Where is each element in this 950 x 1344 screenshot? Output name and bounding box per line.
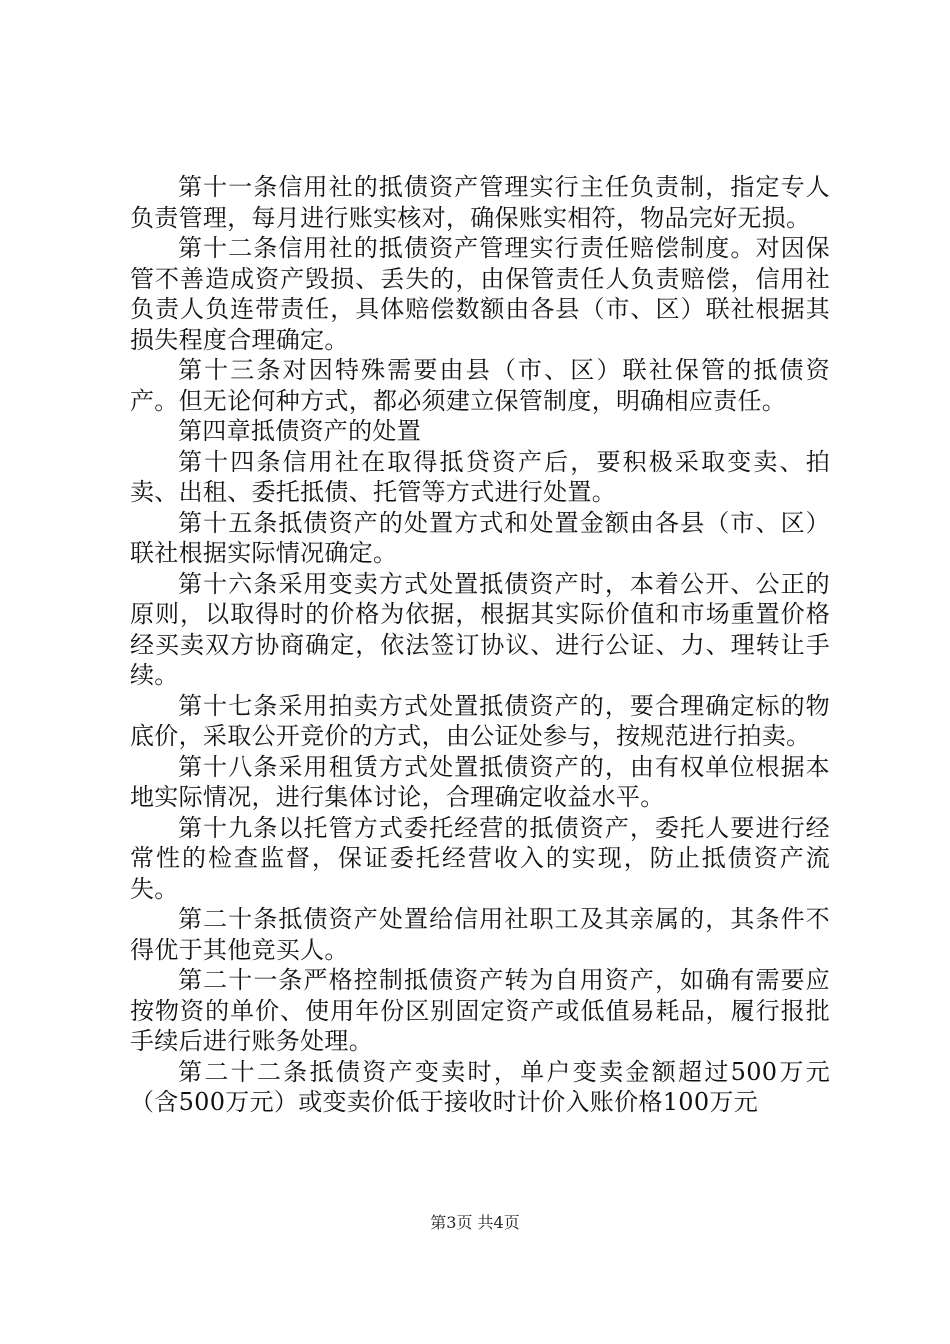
page-number: 第3页 共4页 (430, 1213, 520, 1232)
article-13: 第十三条对因特殊需要由县（市、区）联社保管的抵债资产。但无论何种方式，都必须建立保管制度，明确相应责任。 (130, 356, 830, 415)
article-18: 第十八条采用租赁方式处置抵债资产的，由有权单位根据本地实际情况，进行集体讨论，合理确定收益水平。 (130, 752, 830, 811)
article-19: 第十九条以托管方式委托经营的抵债资产，委托人要进行经常性的检查监督，保证委托经营收入的实现，防止抵债资产流失。 (130, 813, 830, 903)
article-15: 第十五条抵债资产的处置方式和处置金额由各县（市、区）联社根据实际情况确定。 (130, 508, 830, 567)
article-12: 第十二条信用社的抵债资产管理实行责任赔偿制度。对因保管不善造成资产毁损、丢失的，由保管责任人负责赔偿，信用社负责人负连带责任，具体赔偿数额由各县（市、区）联社根据其损失程度合理确定。 (130, 234, 830, 354)
article-20: 第二十条抵债资产处置给信用社职工及其亲属的，其条件不得优于其他竞买人。 (130, 905, 830, 964)
article-14: 第十四条信用社在取得抵贷资产后，要积极采取变卖、拍卖、出租、委托抵债、托管等方式进行处置。 (130, 447, 830, 506)
article-11: 第十一条信用社的抵债资产管理实行主任负责制，指定专人负责管理，每月进行账实核对，确保账实相符，物品完好无损。 (130, 173, 830, 232)
article-16: 第十六条采用变卖方式处置抵债资产时，本着公开、公正的原则，以取得时的价格为依据，根据其实际价值和市场重置价格经买卖双方协商确定，依法签订协议、进行公证、力、理转让手续。 (130, 569, 830, 689)
article-17: 第十七条采用拍卖方式处置抵债资产的，要合理确定标的物底价，采取公开竞价的方式，由公证处参与，按规范进行拍卖。 (130, 691, 830, 750)
page-footer (0, 1213, 950, 1233)
article-22: 第二十二条抵债资产变卖时，单户变卖金额超过500万元（含500万元）或变卖价低于接收时计价入账价格100万元 (130, 1057, 830, 1116)
chapter-4-heading: 第四章抵债资产的处置 (178, 417, 421, 445)
document-body (130, 172, 830, 1118)
article-21: 第二十一条严格控制抵债资产转为自用资产，如确有需要应按物资的单价、使用年份区别固定资产或低值易耗品，履行报批手续后进行账务处理。 (130, 966, 830, 1055)
